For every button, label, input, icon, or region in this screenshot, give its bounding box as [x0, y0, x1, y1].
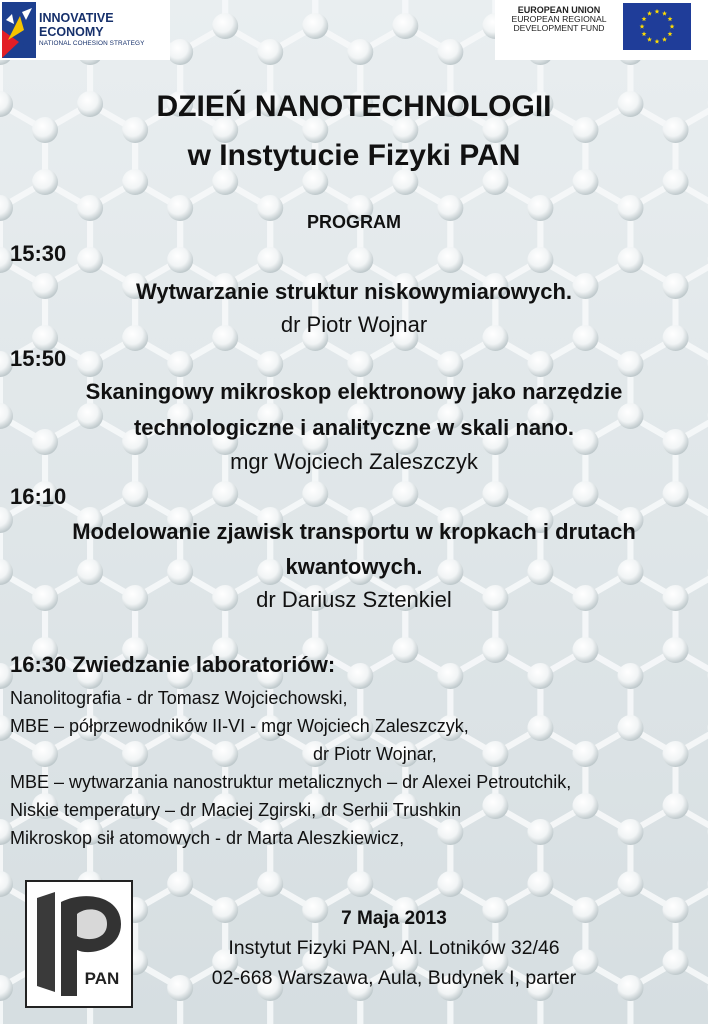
talk-speaker: dr Piotr Wojnar	[280, 312, 428, 337]
lab-item: Niskie temperatury – dr Maciej Zgirski, dr Serhii Trushkin	[10, 800, 462, 820]
lab-item: Mikroskop sił atomowych - dr Marta Aleszkiewicz,	[10, 828, 405, 848]
address-line1: Instytut Fizyki PAN, Al. Lotników 32/46	[228, 937, 560, 959]
innovative-economy-logo	[0, 0, 170, 60]
labs-heading: 16:30 Zwiedzanie laboratoriów:	[10, 652, 336, 677]
address-line2: 02-668 Warszawa, Aula, Budynek I, parter	[211, 967, 577, 989]
talk-time: 15:50	[10, 346, 67, 371]
talk-speaker: mgr Wojciech Zaleszczyk	[230, 449, 478, 474]
event-date: 7 Maja 2013	[341, 908, 447, 929]
logo-left-line3: NATIONAL COHESION STRATEGY	[39, 40, 145, 48]
talk-time: 16:10	[10, 484, 67, 509]
talk-time: 15:30	[10, 241, 67, 266]
logo-left-line2: ECONOMY	[39, 24, 104, 39]
page-title-line2: w Instytucie Fizyki PAN	[187, 139, 521, 172]
program-label: PROGRAM	[307, 212, 401, 232]
eu-flag-icon	[623, 3, 691, 50]
talk-title: Wytwarzanie struktur niskowymiarowych.	[135, 279, 573, 304]
page-title-line1: DZIEŃ NANOTECHNOLOGII	[156, 90, 552, 123]
logo-right-line3: DEVELOPMENT FUND	[513, 23, 605, 34]
talk-title: Skaningowy mikroskop elektronowy jako narzędzie	[85, 379, 623, 404]
lab-item: Nanolitografia - dr Tomasz Wojciechowski,	[10, 688, 348, 708]
talk-speaker: dr Dariusz Sztenkiel	[256, 587, 452, 612]
lab-item: MBE – półprzewodników II-VI - mgr Wojciech Zaleszczyk,	[10, 716, 469, 736]
lab-item: MBE – wytwarzania nanostruktur metalicznych – dr Alexei Petroutchik,	[10, 772, 572, 792]
talk-title: kwantowych.	[285, 554, 423, 579]
eu-fund-logo	[495, 0, 708, 60]
logo-left-line1: INNOVATIVE	[39, 11, 114, 26]
ifpan-logo-text: PAN	[84, 969, 120, 988]
logo-right-line1: EUROPEAN UNION	[517, 5, 601, 15]
talk-title: technologiczne i analityczne w skali nano.	[133, 415, 575, 440]
logo-right-line2: EUROPEAN REGIONAL	[511, 14, 607, 25]
talk-title: Modelowanie zjawisk transportu w kropkach i drutach	[72, 519, 636, 544]
lab-item: dr Piotr Wojnar,	[313, 744, 437, 764]
innovative-economy-icon	[2, 2, 36, 58]
